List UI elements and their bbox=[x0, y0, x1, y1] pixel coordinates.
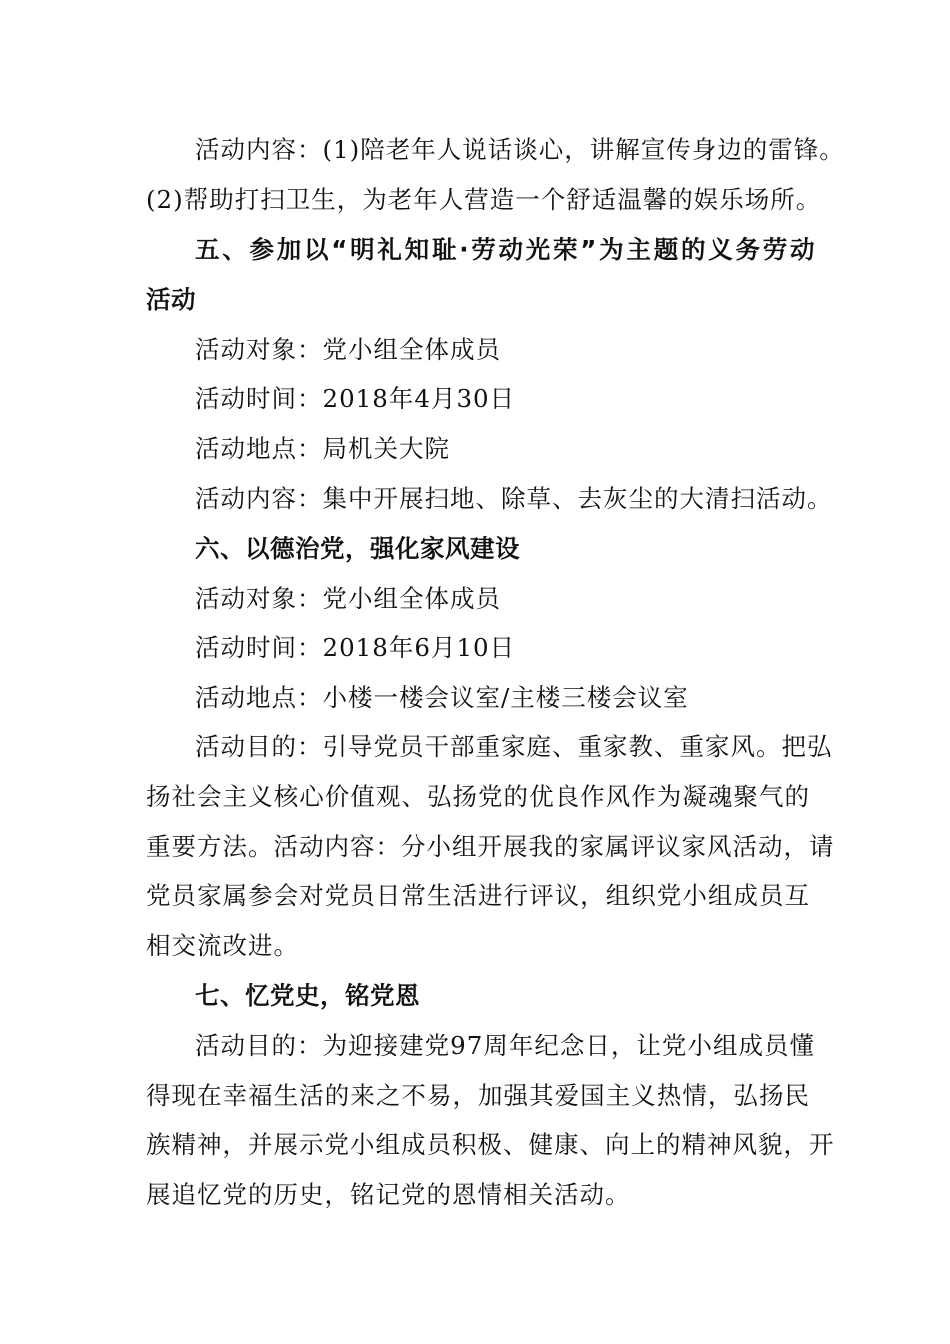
section-heading-7: 七、忆党史，铭党恩 bbox=[195, 981, 420, 1010]
paragraph-line: 活动内容：(1)陪老年人说话谈心，讲解宣传身边的雷锋。 bbox=[195, 135, 845, 164]
paragraph-line: 重要方法。活动内容：分小组开展我的家属评议家风活动，请 bbox=[146, 832, 835, 861]
paragraph-line: 相交流改进。 bbox=[146, 931, 299, 960]
paragraph-line: 活动目的：引导党员干部重家庭、重家教、重家风。把弘 bbox=[195, 732, 833, 761]
activity-target: 活动对象：党小组全体成员 bbox=[195, 335, 501, 364]
paragraph-line: 得现在幸福生活的来之不易，加强其爱国主义热情，弘扬民 bbox=[146, 1081, 810, 1110]
section-heading-6: 六、以德治党，强化家风建设 bbox=[195, 534, 520, 563]
paragraph-line: 扬社会主义核心价值观、弘扬党的优良作风作为凝魂聚气的 bbox=[146, 782, 810, 811]
activity-location: 活动地点：小楼一楼会议室/主楼三楼会议室 bbox=[195, 683, 689, 712]
paragraph-line: (2)帮助打扫卫生，为老年人营造一个舒适温馨的娱乐场所。 bbox=[146, 185, 822, 214]
paragraph-line: 展追忆党的历史，铭记党的恩情相关活动。 bbox=[146, 1180, 631, 1209]
paragraph-line: 党员家属参会对党员日常生活进行评议，组织党小组成员互 bbox=[146, 881, 810, 910]
section-heading-5: 五、参加以“明礼知耻·劳动光荣”为主题的义务劳动 bbox=[195, 235, 815, 264]
section-heading-5-cont: 活动 bbox=[146, 285, 196, 314]
activity-content: 活动内容：集中开展扫地、除草、去灰尘的大清扫活动。 bbox=[195, 484, 833, 513]
activity-target: 活动对象：党小组全体成员 bbox=[195, 584, 501, 613]
paragraph-line: 族精神，并展示党小组成员积极、健康、向上的精神风貌，开 bbox=[146, 1130, 835, 1159]
activity-time: 活动时间：2018年6月10日 bbox=[195, 633, 516, 662]
activity-location: 活动地点：局机关大院 bbox=[195, 434, 450, 463]
activity-time: 活动时间：2018年4月30日 bbox=[195, 384, 516, 413]
paragraph-line: 活动目的：为迎接建党97周年纪念日，让党小组成员懂 bbox=[195, 1031, 815, 1060]
